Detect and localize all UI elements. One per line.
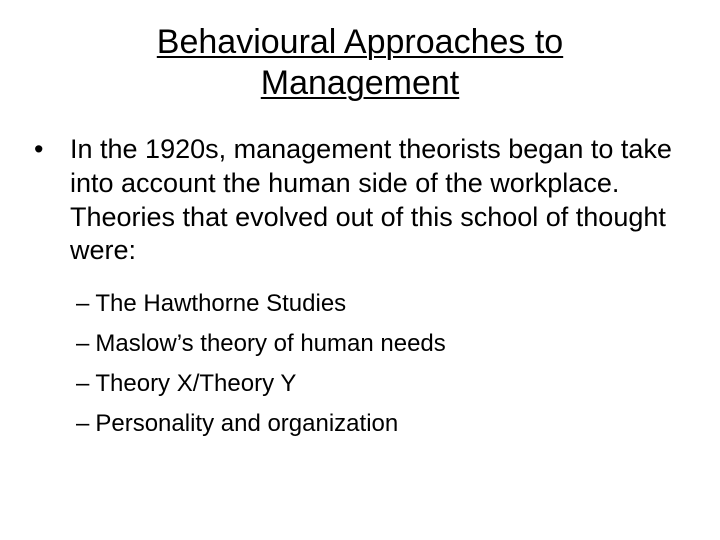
sub-bullet-marker: – [76,330,90,357]
sub-bullet-marker: – [76,370,90,397]
slide-title-line-2: Management [260,64,460,103]
sub-bullet-item [76,364,690,404]
sub-bullet-marker: – [76,290,90,317]
sub-bullet-list [30,284,690,444]
sub-bullet-text: Theory X/Theory Y [95,370,297,397]
sub-bullet-text: The Hawthorne Studies [95,290,347,317]
bullet-marker: • [34,134,44,164]
sub-bullet-item [76,284,690,324]
slide-title-line-1: Behavioural Approaches to [156,23,564,61]
sub-bullet-text: Personality and organization [95,410,399,437]
sub-bullet-text: Maslow’s theory of human needs [95,330,446,357]
main-bullet-text: In the 1920s, management theorists began to take into account the human side of the workplace. Theories that evolved out of this school of thought were: [70,134,672,266]
sub-bullet-item [76,404,690,444]
sub-bullet-item [76,324,690,364]
slide-title [60,22,660,105]
main-bullet [30,133,690,268]
sub-bullet-marker: – [76,410,90,437]
slide-body [30,133,690,444]
